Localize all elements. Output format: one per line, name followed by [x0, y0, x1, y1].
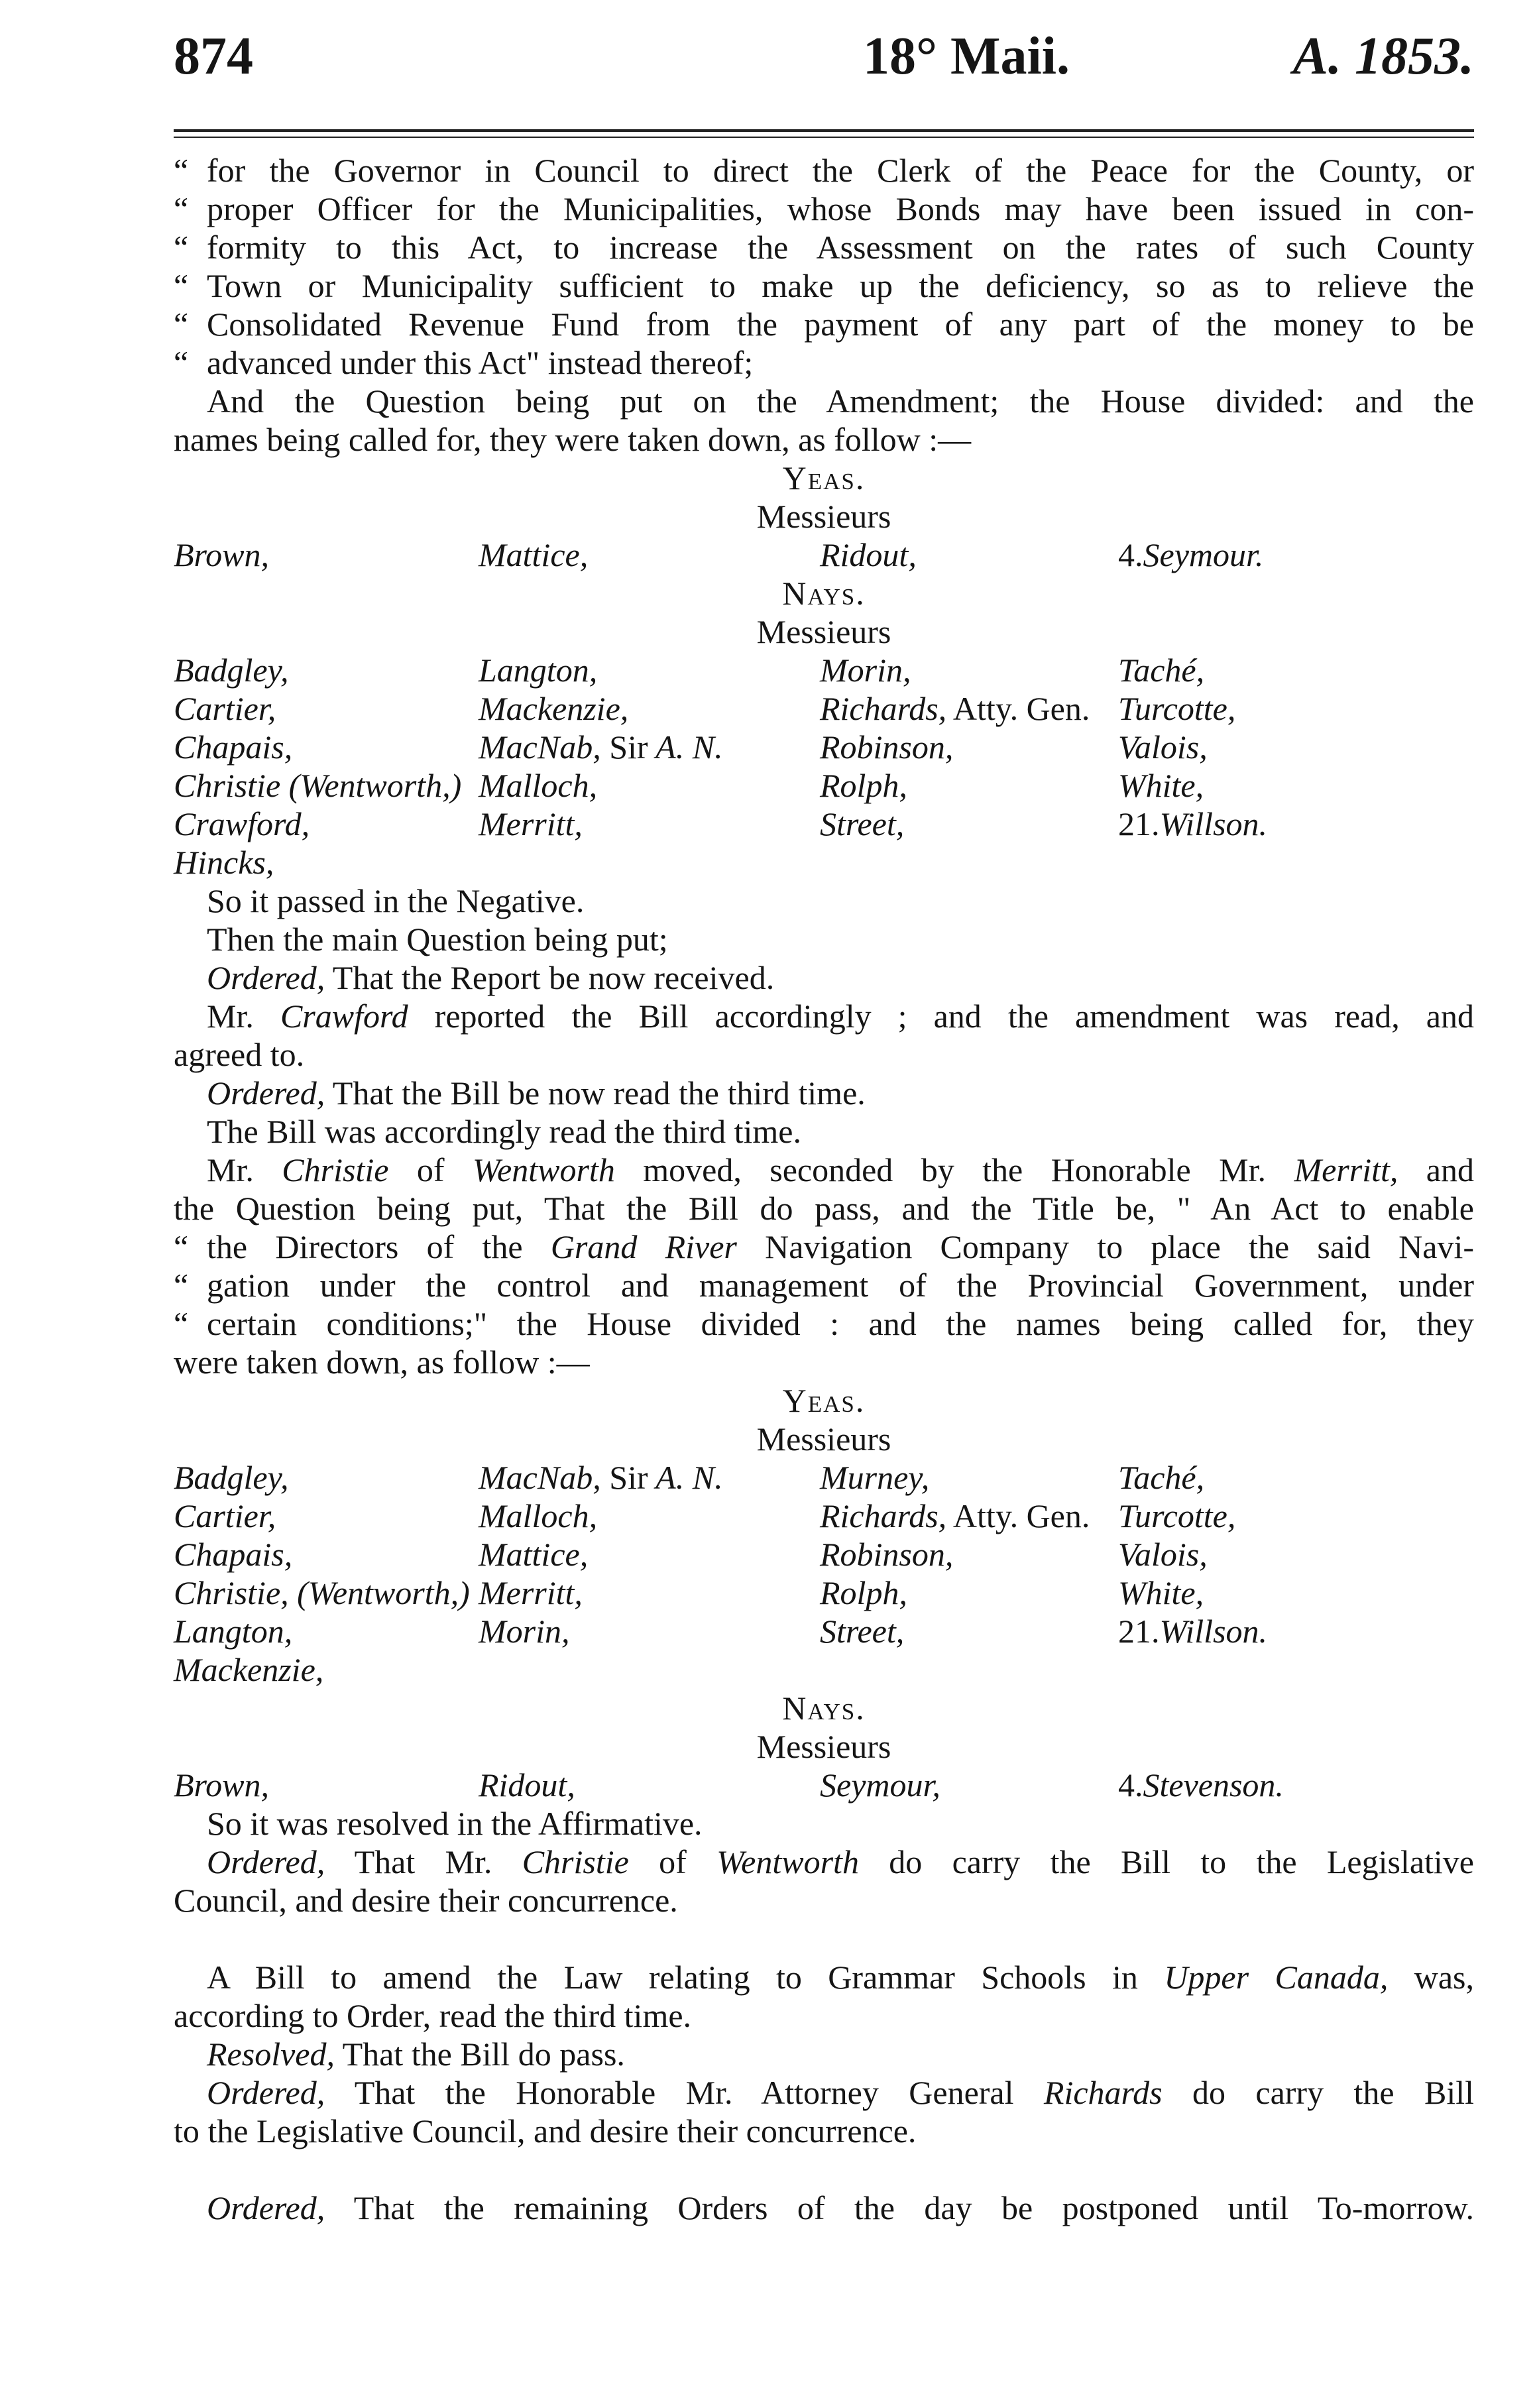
text-line: Ordered, That the remaining Orders of the day be postponed until To-morrow.: [207, 2189, 1474, 2226]
text-line: Mr. Christie of Wentworth moved, seconded by the Honorable Mr. Merritt, and: [207, 1151, 1474, 1188]
text-line: The Bill was accordingly read the third time.: [207, 1113, 801, 1150]
names-row: Badgley, MacNab, Sir A. N. Murney, Taché,: [174, 1459, 1205, 1496]
messieurs-label: Messieurs: [756, 498, 891, 535]
text-line: Then the main Question being put;: [207, 921, 668, 958]
header-rule: [174, 129, 1474, 132]
names-row: Cartier, Malloch, Richards, Atty. Gen. Turcotte,: [174, 1497, 1236, 1534]
names-row: Christie (Wentworth,) Malloch, Rolph, White,: [174, 767, 1204, 804]
text-line: So it was resolved in the Affirmative.: [207, 1805, 703, 1842]
text-line: And the Question being put on the Amendment; the House divided: and the: [207, 382, 1474, 420]
text-line: Resolved, That the Bill do pass.: [207, 2035, 625, 2073]
nays-heading: Nays.: [782, 1690, 866, 1727]
text-line: “ gation under the control and management of the Provincial Government, under: [174, 1267, 1474, 1304]
text-line: the Question being put, That the Bill do pass, and the Title be, " An Act to enable: [174, 1190, 1474, 1227]
text-line: to the Legislative Council, and desire their concurrence.: [174, 2112, 917, 2150]
journal-text: [174, 151, 1474, 2227]
names-row: Hincks,: [174, 844, 274, 881]
header-rule-thin: [174, 137, 1474, 138]
text-line: according to Order, read the third time.: [174, 1997, 692, 2034]
text-line: Mr. Crawford reported the Bill accordingly ; and the amendment was read, and: [207, 998, 1474, 1035]
text-line: Ordered, That Mr. Christie of Wentworth do carry the Bill to the Legislative: [207, 1843, 1474, 1880]
yeas-heading: Yeas.: [782, 459, 866, 496]
text-line: A Bill to amend the Law relating to Grammar Schools in Upper Canada, was,: [207, 1959, 1474, 1996]
text-line: So it passed in the Negative.: [207, 882, 585, 919]
text-line: Ordered, That the Bill be now read the third time.: [207, 1074, 866, 1112]
yeas-heading: Yeas.: [782, 1382, 866, 1419]
page-header: [174, 27, 1474, 99]
names-row: Mackenzie,: [174, 1651, 324, 1688]
messieurs-label: Messieurs: [756, 1728, 891, 1765]
text-line: agreed to.: [174, 1036, 305, 1073]
header-year: A. 1853.: [1292, 27, 1474, 86]
text-line: Ordered, That the Report be now received.: [207, 959, 775, 996]
names-row: Brown, Mattice, Ridout, 4.Seymour.: [174, 536, 1264, 573]
text-line: Ordered, That the Honorable Mr. Attorney General Richards do carry the Bill: [207, 2074, 1474, 2111]
messieurs-label: Messieurs: [756, 613, 891, 650]
names-row: Chapais, Mattice, Robinson, Valois,: [174, 1536, 1208, 1573]
names-row: Langton, Morin, Street, 21.Willson.: [174, 1613, 1268, 1650]
text-line: “ certain conditions;" the House divided : and the names being called for, they: [174, 1305, 1474, 1342]
names-row: Badgley, Langton, Morin, Taché,: [174, 652, 1205, 689]
text-line: “ Consolidated Revenue Fund from the payment of any part of the money to be: [174, 306, 1474, 343]
header-date: 18° Maii.: [863, 27, 1070, 86]
text-line: were taken down, as follow :—: [174, 1344, 590, 1381]
names-row: Brown, Ridout, Seymour, 4.Stevenson.: [174, 1766, 1284, 1804]
names-row: Christie, (Wentworth,) Merritt, Rolph, White,: [174, 1574, 1204, 1611]
names-row: Cartier, Mackenzie, Richards, Atty. Gen. Turcotte,: [174, 690, 1236, 727]
text-line: “ advanced under this Act" instead thereof;: [174, 344, 754, 381]
page-number: 874: [174, 27, 253, 86]
names-row: Crawford, Merritt, Street, 21.Willson.: [174, 805, 1268, 842]
messieurs-label: Messieurs: [756, 1420, 891, 1458]
text-line: Council, and desire their concurrence.: [174, 1882, 678, 1919]
text-line: “ for the Governor in Council to direct the Clerk of the Peace for the County, or: [174, 152, 1474, 189]
text-line: “ formity to this Act, to increase the Assessment on the rates of such County: [174, 229, 1474, 266]
nays-heading: Nays.: [782, 575, 866, 612]
text-line: “ Town or Municipality sufficient to make up the deficiency, so as to relieve the: [174, 267, 1474, 304]
text-line: names being called for, they were taken down, as follow :—: [174, 421, 972, 458]
names-row: Chapais, MacNab, Sir A. N. Robinson, Valois,: [174, 728, 1208, 766]
text-line: “ the Directors of the Grand River Navigation Company to place the said Navi-: [174, 1228, 1474, 1265]
text-line: “ proper Officer for the Municipalities, whose Bonds may have been issued in con-: [174, 190, 1474, 227]
